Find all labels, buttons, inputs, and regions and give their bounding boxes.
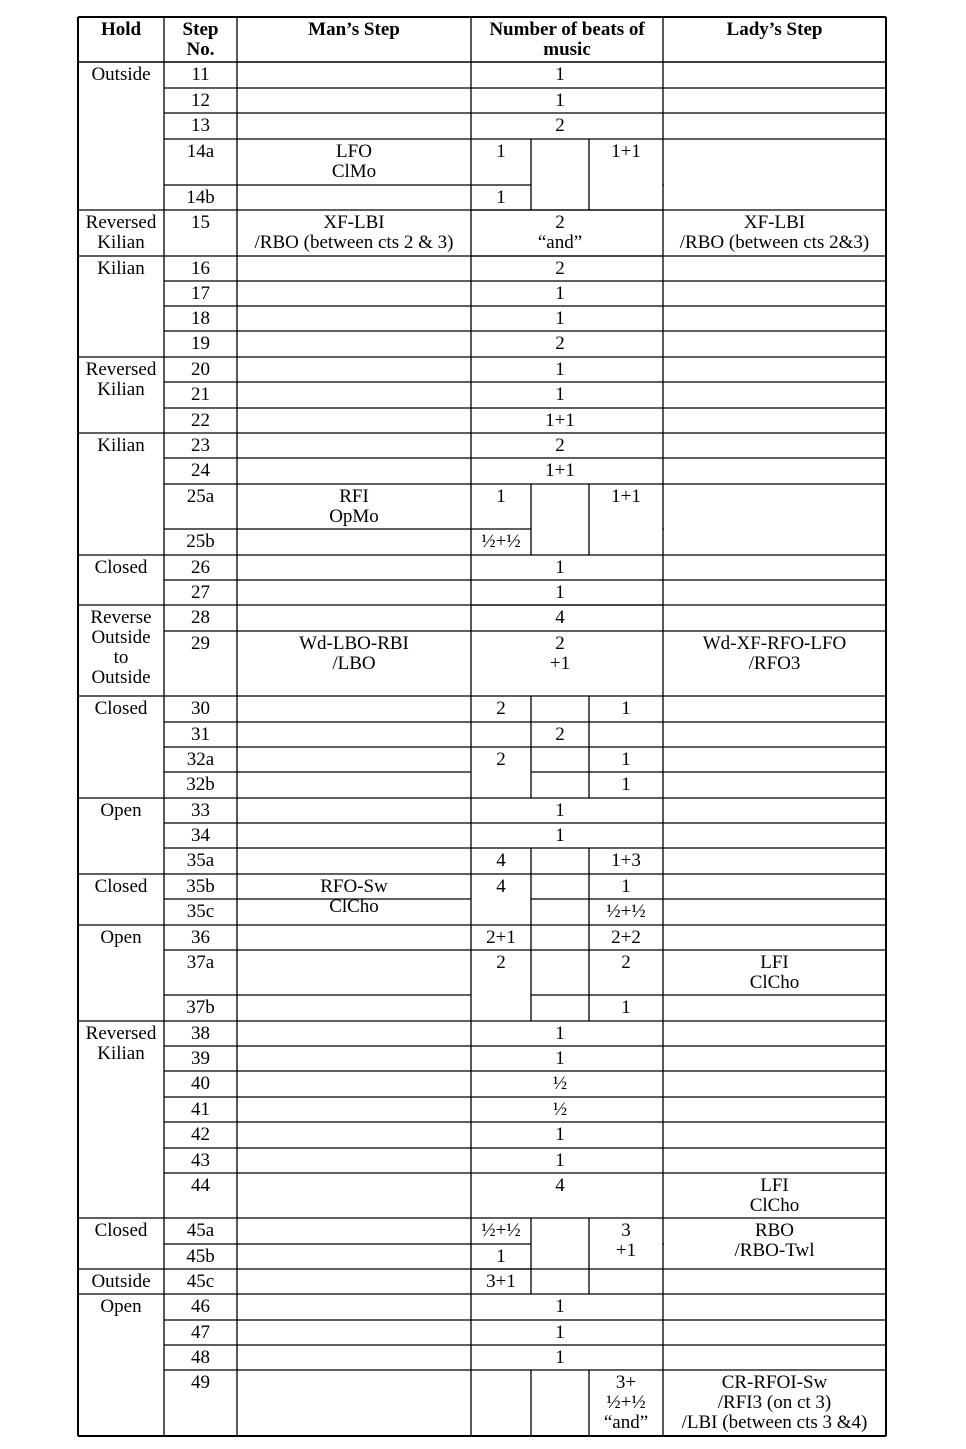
step-number-text: 32a <box>186 749 215 770</box>
lady-beats-text: 2+2 <box>611 927 641 948</box>
mans-step-text: /RBO (between cts 2 & 3) <box>254 232 454 253</box>
lady-beats <box>589 1221 663 1261</box>
ladys-step <box>663 213 886 253</box>
step-number <box>164 1323 237 1343</box>
header-beats-text: music <box>543 39 591 60</box>
step-number <box>164 532 237 552</box>
hold-label <box>78 608 164 688</box>
hold-label <box>78 928 164 948</box>
common-beats <box>531 116 589 136</box>
step-number <box>164 1348 237 1368</box>
hold-label <box>78 558 164 578</box>
hold-label <box>78 1221 164 1241</box>
step-number <box>164 902 237 922</box>
step-number <box>164 699 237 719</box>
common-beats-text: 1+1 <box>545 410 575 431</box>
step-number-text: 35c <box>186 901 215 922</box>
step-number-text: 21 <box>191 384 210 405</box>
man-beats-text: 1 <box>496 486 506 507</box>
mans-step <box>237 634 471 674</box>
step-number-text: 18 <box>191 308 210 329</box>
step-number <box>164 1024 237 1044</box>
hold-label-text: Outside <box>91 667 151 688</box>
step-number-text: 25b <box>186 531 215 552</box>
step-number <box>164 558 237 578</box>
step-number <box>164 188 237 208</box>
common-beats <box>531 1049 589 1069</box>
common-beats-text: 1 <box>555 1322 565 1343</box>
step-number <box>164 1151 237 1171</box>
lady-beats <box>589 928 663 948</box>
header-step-no-text: No. <box>186 39 215 60</box>
lady-beats <box>589 851 663 871</box>
common-beats-text: 4 <box>555 607 565 628</box>
step-number <box>164 1247 237 1267</box>
step-number-text: 37b <box>186 997 215 1018</box>
common-beats <box>531 436 589 456</box>
hold-label-text: Open <box>100 1296 142 1317</box>
header-beats-text: Number of beats of <box>489 19 645 40</box>
step-number <box>164 928 237 948</box>
step-number <box>164 487 237 507</box>
step-number-text: 12 <box>191 90 210 111</box>
ladys-step-text: ClCho <box>749 972 800 993</box>
common-beats-text: 1 <box>555 1347 565 1368</box>
common-beats <box>531 608 589 628</box>
mans-step-text: ClMo <box>331 161 377 182</box>
common-beats <box>531 1348 589 1368</box>
step-number <box>164 309 237 329</box>
hold-label <box>78 1024 164 1064</box>
hold-label <box>78 1272 164 1292</box>
header-step-no <box>164 20 237 60</box>
lady-beats <box>589 953 663 973</box>
step-number <box>164 284 237 304</box>
step-number <box>164 750 237 770</box>
common-beats-text: 2 <box>555 633 565 654</box>
hold-label <box>78 360 164 400</box>
common-beats-text: 1 <box>555 825 565 846</box>
common-beats <box>531 385 589 405</box>
common-beats-text: ½ <box>552 1099 568 1120</box>
hold-label-text: Closed <box>94 557 148 578</box>
hold-label-text: Kilian <box>97 1043 145 1064</box>
header-ladys-step-text: Lady’s Step <box>726 19 823 40</box>
step-number <box>164 1297 237 1317</box>
step-number-text: 14b <box>186 187 215 208</box>
man-beats-text: 2 <box>496 952 506 973</box>
hold-label-text: Kilian <box>97 258 145 279</box>
step-number-text: 22 <box>191 410 210 431</box>
step-number <box>164 213 237 233</box>
ladys-step-text: Wd-XF-RFO-LFO <box>702 633 847 654</box>
step-number-text: 49 <box>191 1372 210 1393</box>
common-beats <box>531 91 589 111</box>
common-beats <box>531 826 589 846</box>
common-beats <box>531 725 589 745</box>
man-beats <box>471 851 531 871</box>
hold-label-text: Closed <box>94 876 148 897</box>
step-number-text: 15 <box>191 212 210 233</box>
lady-beats <box>589 902 663 922</box>
ladys-step-text: /RBO (between cts 2&3) <box>679 232 870 253</box>
common-beats <box>531 309 589 329</box>
common-beats-text: 2 <box>555 435 565 456</box>
step-number-text: 25a <box>186 486 215 507</box>
header-mans-step-text: Man’s Step <box>308 19 400 40</box>
common-beats-text: ½ <box>552 1073 568 1094</box>
lady-beats-text: 1+1 <box>611 486 641 507</box>
man-beats-text: ½+½ <box>481 1220 521 1241</box>
man-beats-text: 1 <box>496 1246 506 1267</box>
step-number-text: 26 <box>191 557 210 578</box>
common-beats-text: 2 <box>555 115 565 136</box>
step-number <box>164 142 237 162</box>
step-number <box>164 1221 237 1241</box>
step-number-text: 27 <box>191 582 210 603</box>
step-number <box>164 998 237 1018</box>
lady-beats-text: 1 <box>621 876 631 897</box>
step-number <box>164 725 237 745</box>
lady-beats-text: 1+1 <box>611 141 641 162</box>
step-number <box>164 877 237 897</box>
mans-step <box>237 213 471 253</box>
hold-label-text: Kilian <box>97 232 145 253</box>
man-beats <box>471 928 531 948</box>
common-beats-text: 1 <box>555 1023 565 1044</box>
step-number <box>164 1125 237 1145</box>
hold-label <box>78 65 164 85</box>
lady-beats-text: +1 <box>615 1240 637 1261</box>
common-beats-text: 1+1 <box>545 460 575 481</box>
mans-step-text: RFO-Sw <box>320 876 388 897</box>
common-beats-text: 1 <box>555 283 565 304</box>
step-number <box>164 1373 237 1393</box>
step-number <box>164 583 237 603</box>
step-number <box>164 775 237 795</box>
step-number <box>164 1176 237 1196</box>
common-beats-text: +1 <box>549 653 571 674</box>
man-beats-text: 4 <box>496 850 506 871</box>
man-beats <box>471 877 531 897</box>
hold-label-text: Open <box>100 800 142 821</box>
step-number-text: 16 <box>191 258 210 279</box>
hold-label <box>78 699 164 719</box>
step-number <box>164 116 237 136</box>
ladys-step <box>663 634 886 674</box>
step-number <box>164 436 237 456</box>
step-number <box>164 334 237 354</box>
step-number-text: 42 <box>191 1124 210 1145</box>
common-beats <box>531 1176 589 1196</box>
lady-beats-text: ½+½ <box>606 1392 646 1413</box>
step-number <box>164 634 237 654</box>
step-number-text: 35a <box>186 850 215 871</box>
step-number-text: 11 <box>191 64 210 85</box>
step-number <box>164 608 237 628</box>
ladys-step-text: /LBI (between cts 3 &4) <box>681 1412 868 1433</box>
common-beats-text: 2 <box>555 212 565 233</box>
step-number <box>164 411 237 431</box>
man-beats <box>471 953 531 973</box>
step-number-text: 44 <box>191 1175 210 1196</box>
lady-beats <box>589 699 663 719</box>
step-number-text: 38 <box>191 1023 210 1044</box>
man-beats-text: 3+1 <box>486 1271 516 1292</box>
common-beats-text: 1 <box>555 308 565 329</box>
man-beats-text: 2+1 <box>486 927 516 948</box>
lady-beats <box>589 998 663 1018</box>
header-mans-step <box>237 20 471 40</box>
hold-label-text: Kilian <box>97 435 145 456</box>
man-beats-text: 1 <box>496 141 506 162</box>
ladys-step <box>663 1221 886 1261</box>
mans-step <box>237 142 471 182</box>
step-number <box>164 259 237 279</box>
man-beats-text: 2 <box>496 749 506 770</box>
step-number-text: 46 <box>191 1296 210 1317</box>
step-number-text: 40 <box>191 1073 210 1094</box>
step-number <box>164 953 237 973</box>
ladys-step <box>663 1176 886 1216</box>
lady-beats-text: 2 <box>621 952 631 973</box>
man-beats <box>471 1272 531 1292</box>
mans-step-text: ClCho <box>329 896 379 917</box>
common-beats-text: 2 <box>555 258 565 279</box>
step-number-text: 24 <box>191 460 210 481</box>
man-beats <box>471 142 531 162</box>
mans-step-text: XF-LBI <box>323 212 385 233</box>
hold-label-text: Closed <box>94 698 148 719</box>
common-beats <box>531 558 589 578</box>
common-beats-text: 1 <box>555 359 565 380</box>
header-hold <box>78 20 164 40</box>
hold-label-text: Reversed <box>85 212 157 233</box>
lady-beats-text: 1 <box>621 698 631 719</box>
common-beats <box>531 284 589 304</box>
common-beats <box>531 213 589 253</box>
ladys-step-text: LFI <box>760 952 789 973</box>
man-beats <box>471 487 531 507</box>
lady-beats <box>589 142 663 162</box>
common-beats-text: 1 <box>555 1124 565 1145</box>
common-beats <box>531 634 589 674</box>
common-beats-text: 1 <box>555 557 565 578</box>
man-beats <box>471 1247 531 1267</box>
header-hold-text: Hold <box>100 19 142 40</box>
hold-label-text: Outside <box>91 64 151 85</box>
step-number-text: 37a <box>186 952 215 973</box>
ladys-step-text: RBO <box>754 1220 795 1241</box>
step-number <box>164 1272 237 1292</box>
man-beats <box>471 750 531 770</box>
step-number <box>164 851 237 871</box>
common-beats-text: 4 <box>555 1175 565 1196</box>
mans-step-text: LFO <box>336 141 372 162</box>
hold-label <box>78 801 164 821</box>
common-beats-text: 1 <box>555 582 565 603</box>
step-number-text: 36 <box>191 927 210 948</box>
common-beats <box>531 334 589 354</box>
header-step-no-text: Step <box>182 19 219 40</box>
hold-label-text: Reversed <box>85 1023 157 1044</box>
step-number <box>164 1074 237 1094</box>
hold-label-text: Reverse <box>90 607 152 628</box>
mans-step-text: Wd-LBO-RBI <box>299 633 409 654</box>
ladys-step-text: CR-RFOI-Sw <box>721 1372 828 1393</box>
hold-label-text: Outside <box>91 1271 151 1292</box>
common-beats-text: 1 <box>555 1296 565 1317</box>
common-beats-text: 1 <box>555 384 565 405</box>
step-number <box>164 65 237 85</box>
man-beats-text: 1 <box>496 187 506 208</box>
man-beats-text: 4 <box>496 876 506 897</box>
common-beats <box>531 461 589 481</box>
step-number-text: 48 <box>191 1347 210 1368</box>
lady-beats-text: 3 <box>621 1220 631 1241</box>
common-beats <box>531 1074 589 1094</box>
common-beats <box>531 1151 589 1171</box>
ladys-step-text: ClCho <box>749 1195 800 1216</box>
common-beats-text: 1 <box>555 1150 565 1171</box>
ladys-step-text: /RFO3 <box>748 653 801 674</box>
step-number <box>164 385 237 405</box>
common-beats <box>531 1024 589 1044</box>
common-beats-text: 2 <box>555 724 565 745</box>
hold-label-text: Closed <box>94 1220 148 1241</box>
lady-beats-text: 1 <box>621 749 631 770</box>
hold-label-text: Open <box>100 927 142 948</box>
ladys-step <box>663 1373 886 1433</box>
common-beats-text: 1 <box>555 800 565 821</box>
hold-label-text: Reversed <box>85 359 157 380</box>
common-beats-text: 1 <box>555 1048 565 1069</box>
hold-label <box>78 1297 164 1317</box>
mans-step-text: OpMo <box>329 506 379 527</box>
lady-beats <box>589 775 663 795</box>
header-beats <box>471 20 663 60</box>
hold-label <box>78 213 164 253</box>
hold-label <box>78 436 164 456</box>
common-beats <box>531 1297 589 1317</box>
hold-label-text: Outside <box>91 627 151 648</box>
step-number-text: 45a <box>186 1220 215 1241</box>
step-number <box>164 1100 237 1120</box>
common-beats <box>531 1100 589 1120</box>
man-beats <box>471 188 531 208</box>
step-number-text: 17 <box>191 283 210 304</box>
common-beats <box>531 1125 589 1145</box>
common-beats <box>531 583 589 603</box>
man-beats <box>471 1221 531 1241</box>
step-number-text: 39 <box>191 1048 210 1069</box>
step-number-text: 28 <box>191 607 210 628</box>
lady-beats <box>589 1373 663 1433</box>
ladys-step-text: XF-LBI <box>743 212 806 233</box>
lady-beats-text: 1+3 <box>611 850 641 871</box>
step-number-text: 31 <box>191 724 210 745</box>
lady-beats-text: 1 <box>621 774 631 795</box>
common-beats <box>531 411 589 431</box>
lady-beats-text: 3+ <box>615 1372 637 1393</box>
step-number-text: 47 <box>191 1322 210 1343</box>
lady-beats <box>589 487 663 507</box>
step-number <box>164 826 237 846</box>
common-beats-text: 1 <box>555 90 565 111</box>
ladys-step-text: /RFI3 (on ct 3) <box>717 1392 832 1413</box>
common-beats <box>531 65 589 85</box>
step-number-text: 29 <box>191 633 210 654</box>
hold-label-text: to <box>113 647 129 668</box>
hold-label <box>78 877 164 897</box>
ladys-step-text: /RBO-Twl <box>734 1240 815 1261</box>
common-beats-text: 2 <box>555 333 565 354</box>
step-number-text: 33 <box>191 800 210 821</box>
man-beats-text: ½+½ <box>481 531 521 552</box>
common-beats <box>531 259 589 279</box>
mans-step-text: RFI <box>339 486 369 507</box>
common-beats-text: “and” <box>537 232 583 253</box>
step-number-text: 45c <box>186 1271 215 1292</box>
man-beats <box>471 532 531 552</box>
step-number-text: 13 <box>191 115 210 136</box>
step-number-text: 19 <box>191 333 210 354</box>
step-number-text: 14a <box>186 141 215 162</box>
step-number <box>164 801 237 821</box>
step-number-text: 23 <box>191 435 210 456</box>
step-number-text: 34 <box>191 825 210 846</box>
mans-step <box>237 877 471 917</box>
step-number-text: 32b <box>186 774 215 795</box>
hold-label-text: Kilian <box>97 379 145 400</box>
lady-beats-text: 1 <box>621 997 631 1018</box>
step-number <box>164 360 237 380</box>
lady-beats <box>589 877 663 897</box>
step-number <box>164 91 237 111</box>
mans-step <box>237 487 471 527</box>
common-beats <box>531 801 589 821</box>
step-number-text: 35b <box>186 876 215 897</box>
header-ladys-step <box>663 20 886 40</box>
common-beats <box>531 360 589 380</box>
hold-label <box>78 259 164 279</box>
common-beats <box>531 1323 589 1343</box>
ladys-step <box>663 953 886 993</box>
step-number-text: 20 <box>191 359 210 380</box>
step-number <box>164 461 237 481</box>
lady-beats <box>589 750 663 770</box>
step-number-text: 43 <box>191 1150 210 1171</box>
step-number <box>164 1049 237 1069</box>
step-number-text: 41 <box>191 1099 210 1120</box>
step-number-text: 30 <box>191 698 210 719</box>
common-beats-text: 1 <box>555 64 565 85</box>
lady-beats-text: ½+½ <box>606 901 646 922</box>
step-number-text: 45b <box>186 1246 215 1267</box>
lady-beats-text: “and” <box>603 1412 649 1433</box>
mans-step-text: /LBO <box>332 653 376 674</box>
man-beats-text: 2 <box>496 698 506 719</box>
ladys-step-text: LFI <box>760 1175 789 1196</box>
man-beats <box>471 699 531 719</box>
